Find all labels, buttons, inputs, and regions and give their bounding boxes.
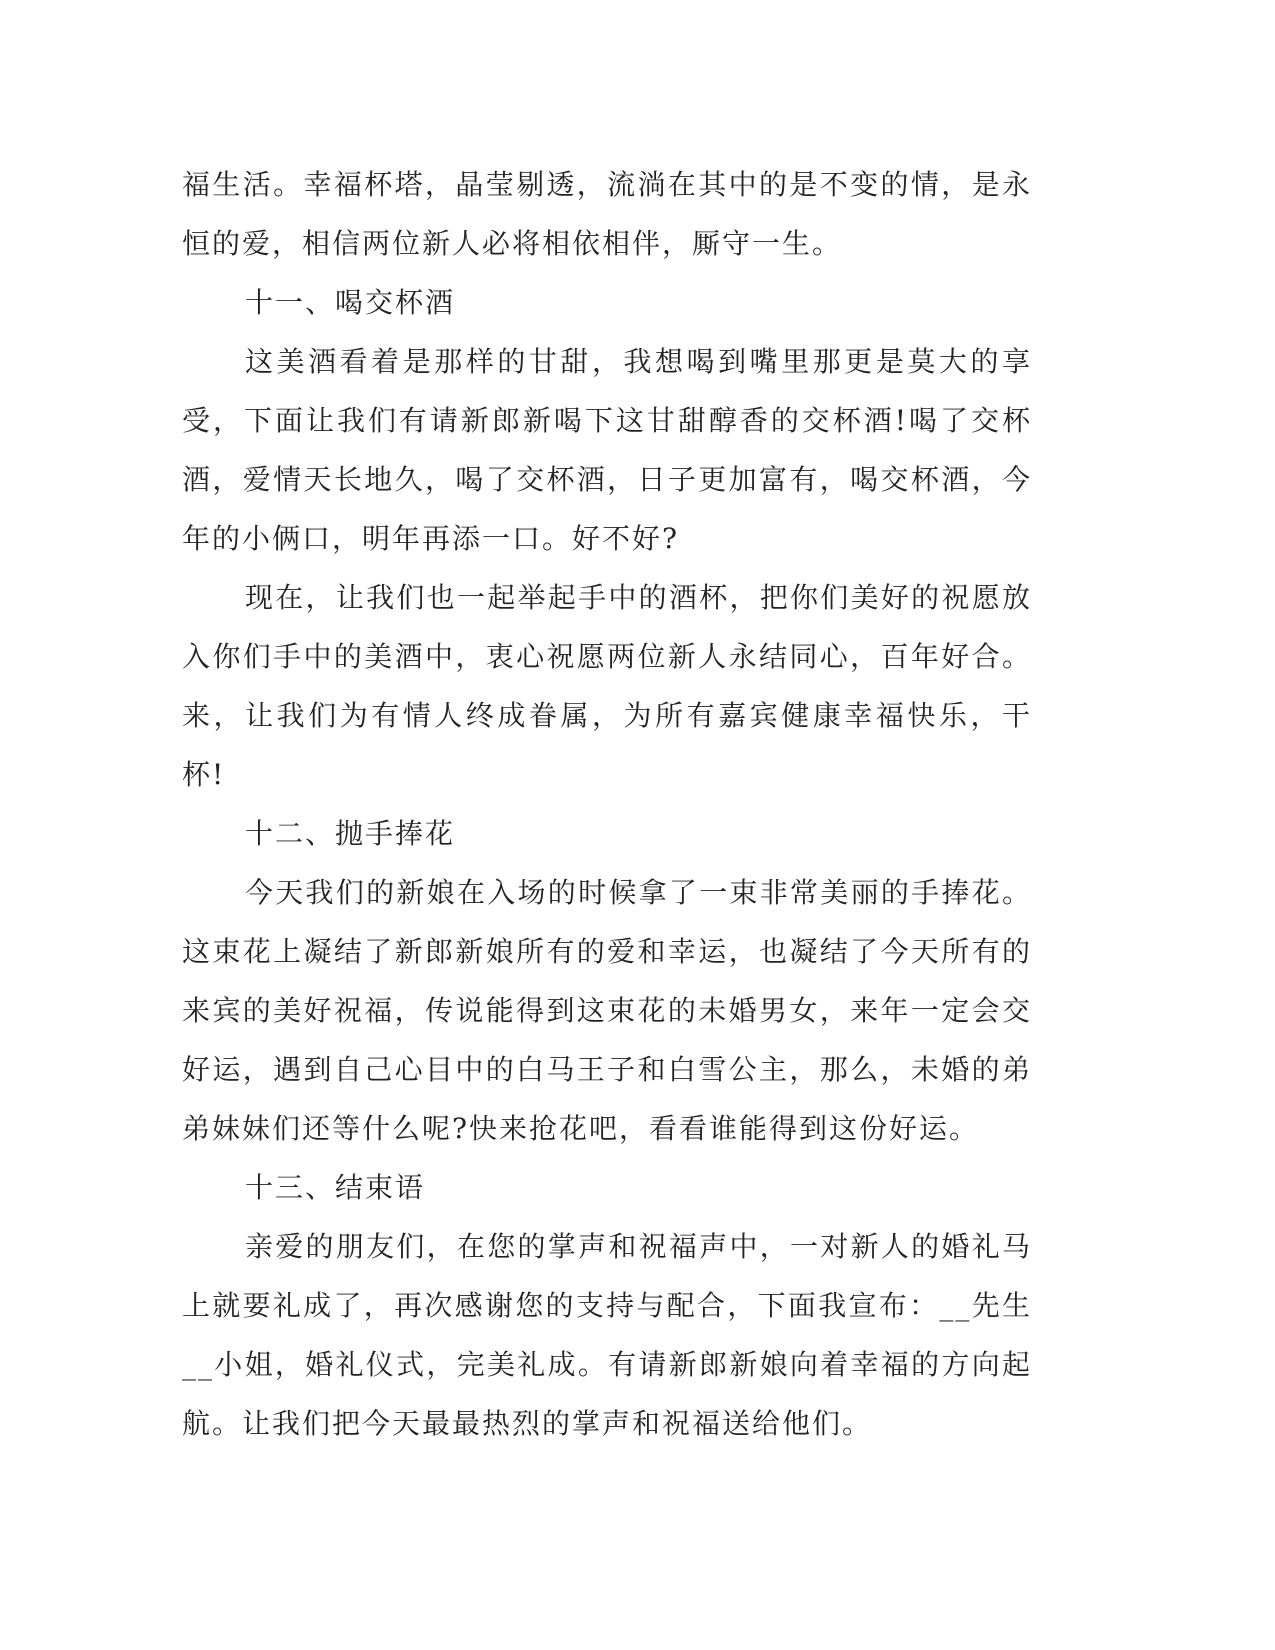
- paragraph-closing: 亲爱的朋友们，在您的掌声和祝福声中，一对新人的婚礼马上就要礼成了，再次感谢您的支持与配合，下面我宣布：__先生__小姐，婚礼仪式，完美礼成。有请新郎新娘向着幸福的方向起航。让我们把今天最最热烈的掌声和祝福送给他们。: [182, 1230, 1032, 1440]
- section-heading-11: 十一、喝交杯酒: [245, 286, 456, 319]
- paragraph-bouquet: 今天我们的新娘在入场的时候拿了一束非常美丽的手捧花。这束花上凝结了新郎新娘所有的爱和幸运，也凝结了今天所有的来宾的美好祝福，传说能得到这束花的未婚男女，来年一定会交好运，遇到自己心目中的白马王子和白雪公主，那么，未婚的弟弟妹妹们还等什么呢?快来抢花吧，看看谁能得到这份好运。: [182, 876, 1032, 1145]
- paragraph-raise-glasses: 现在，让我们也一起举起手中的酒杯，把你们美好的祝愿放入你们手中的美酒中，衷心祝愿两位新人永结同心，百年好合。来，让我们为有情人终成眷属，为所有嘉宾健康幸福快乐，干杯!: [182, 581, 1032, 791]
- paragraph-continuation: 福生活。幸福杯塔，晶莹剔透，流淌在其中的是不变的情，是永恒的爱，相信两位新人必将相依相伴，厮守一生。: [182, 168, 1032, 260]
- paragraph-toast-wine: 这美酒看着是那样的甘甜，我想喝到嘴里那更是莫大的享受，下面让我们有请新郎新喝下这甘甜醇香的交杯酒!喝了交杯酒，爱情天长地久，喝了交杯酒，日子更加富有，喝交杯酒，今年的小俩口，明年再添一口。好不好?: [182, 345, 1032, 555]
- section-heading-12: 十二、抛手捧花: [245, 817, 456, 850]
- document-body: [182, 155, 1032, 1453]
- section-heading-13: 十三、结束语: [245, 1171, 426, 1204]
